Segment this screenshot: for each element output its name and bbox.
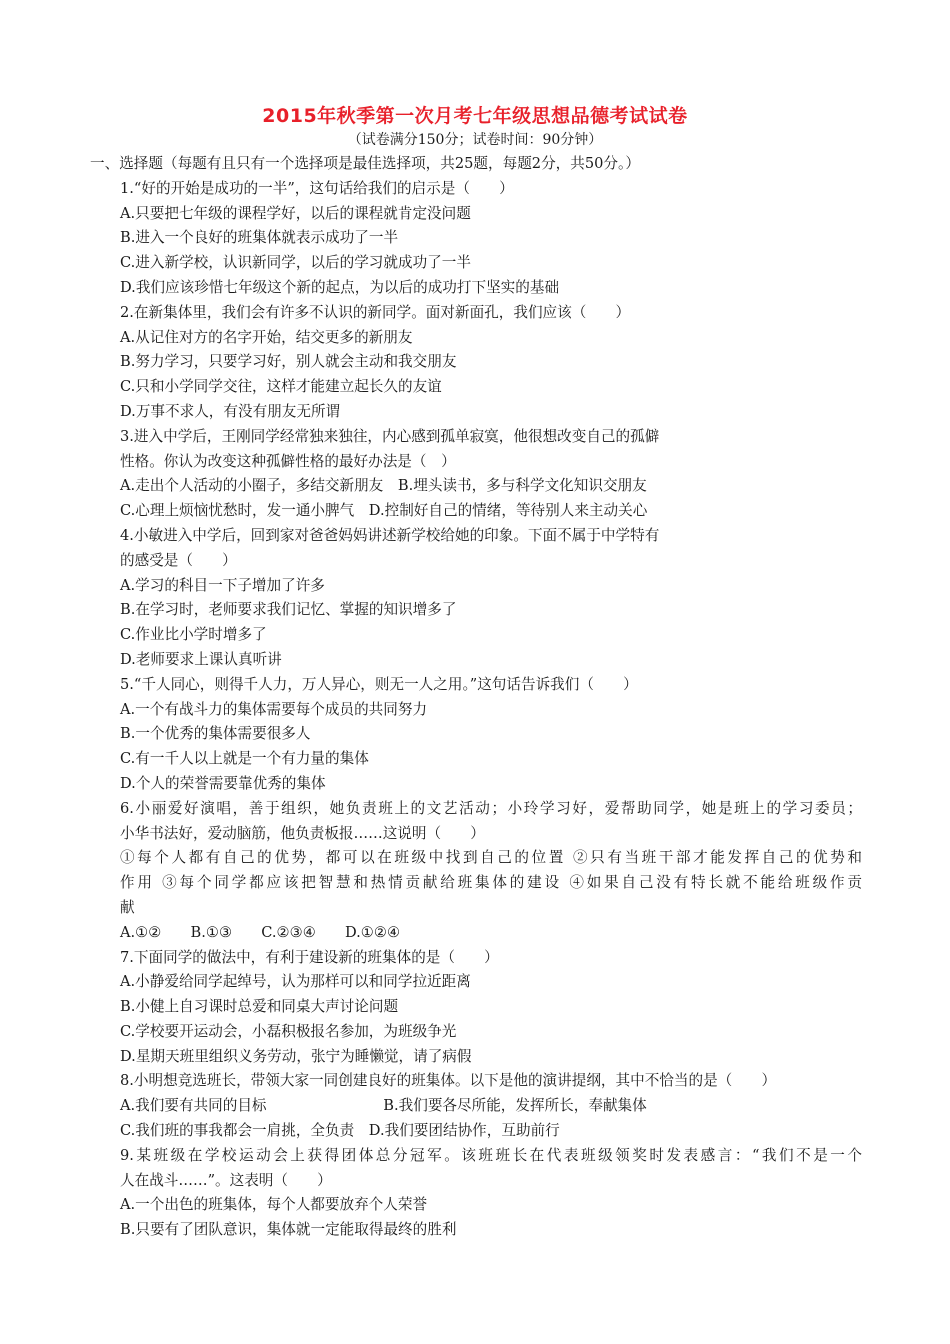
exam-title: 2015年秋季第一次月考七年级思想品德考试试卷: [262, 105, 688, 127]
option-line: D.星期天班里组织义务劳动，张宁为睡懒觉，请了病假: [120, 1047, 472, 1065]
option-line: A.我们要有共同的目标 B.我们要各尽所能，发挥所长，奉献集体: [120, 1097, 647, 1115]
option-line: D.老师要求上课认真听讲: [120, 650, 282, 668]
option-line: A.学习的科目一下子增加了许多: [120, 576, 325, 594]
question-line: 1.“好的开始是成功的一半”，这句话给我们的启示是（ ）: [120, 179, 514, 197]
option-line: C.只和小学同学交往，这样才能建立起长久的友谊: [120, 378, 442, 396]
option-line: B.只要有了团队意识，集体就一定能取得最终的胜利: [120, 1221, 457, 1239]
question-line: 小华书法好，爱动脑筋，他负责板报……这说明（ ）: [120, 824, 485, 842]
question-line: 9.某班级在学校运动会上获得团体总分冠军。该班班长在代表班级领奖时发表感言：“我们不是一个: [120, 1146, 862, 1164]
statement-line: 献: [120, 898, 135, 916]
option-line: A.①② B.①③ C.②③④ D.①②④: [120, 923, 401, 941]
option-line: A.只要把七年级的课程学好，以后的课程就肯定没问题: [120, 204, 471, 222]
section-heading: 一、选择题（每题有且只有一个选择项是最佳选择项，共25题，每题2分，共50分。）: [90, 155, 640, 172]
option-line: B.努力学习，只要学习好，别人就会主动和我交朋友: [120, 353, 457, 371]
option-line: A.一个出色的班集体，每个人都要放弃个人荣誉: [120, 1196, 428, 1214]
option-line: A.一个有战斗力的集体需要每个成员的共同努力: [120, 700, 428, 718]
question-line: 性格。你认为改变这种孤僻性格的最好办法是（ ）: [120, 452, 456, 470]
question-line: 的感受是（ ）: [120, 551, 237, 569]
option-line: C.有一千人以上就是一个有力量的集体: [120, 750, 369, 768]
option-line: B.在学习时，老师要求我们记忆、掌握的知识增多了: [120, 601, 457, 619]
option-line: C.心理上烦恼忧愁时，发一通小脾气 D.控制好自己的情绪，等待别人来主动关心: [120, 502, 648, 520]
option-line: A.小静爱给同学起绰号，认为那样可以和同学拉近距离: [120, 973, 471, 991]
option-line: B.一个优秀的集体需要很多人: [120, 725, 311, 743]
question-line: 5.“千人同心，则得千人力，万人异心，则无一人之用。”这句话告诉我们（ ）: [120, 675, 638, 693]
question-line: 3.进入中学后，王刚同学经常独来独往，内心感到孤单寂寞，他很想改变自己的孤僻: [120, 427, 660, 445]
option-line: C.学校要开运动会，小磊积极报名参加，为班级争光: [120, 1022, 457, 1040]
option-line: C.作业比小学时增多了: [120, 626, 267, 644]
question-line: 7.下面同学的做法中，有利于建设新的班集体的是（ ）: [120, 948, 499, 966]
option-line: A.从记住对方的名字开始，结交更多的新朋友: [120, 328, 413, 346]
option-line: C.进入新学校，认识新同学，以后的学习就成功了一半: [120, 254, 471, 272]
option-line: D.个人的荣誉需要靠优秀的集体: [120, 774, 326, 792]
option-line: B.小健上自习课时总爱和同桌大声讨论问题: [120, 998, 399, 1016]
statement-line: 作用 ③每个同学都应该把智慧和热情贡献给班集体的建设 ④如果自己没有特长就不能给班级作贡: [120, 874, 862, 892]
question-line: 6.小丽爱好演唱，善于组织，她负责班上的文艺活动；小玲学习好，爱帮助同学，她是班上的学习委员；: [120, 799, 862, 817]
exam-body: [0, 152, 950, 1243]
option-line: A.走出个人活动的小圈子，多结交新朋友 B.埋头读书，多与科学文化知识交朋友: [120, 477, 647, 495]
question-line: 8.小明想竞选班长，带领大家一同创建良好的班集体。以下是他的演讲提纲，其中不恰当的是（ ）: [120, 1072, 777, 1090]
question-line: 4.小敏进入中学后，回到家对爸爸妈妈讲述新学校给她的印象。下面不属于中学特有: [120, 526, 660, 544]
option-line: D.万事不求人，有没有朋友无所谓: [120, 402, 341, 420]
question-line: 人在战斗……”。这表明（ ）: [120, 1171, 332, 1189]
statement-line: ①每个人都有自己的优势，都可以在班级中找到自己的位置 ②只有当班干部才能发挥自己的优势和: [120, 849, 862, 867]
exam-subtitle: （试卷满分150分；试卷时间：90分钟）: [347, 132, 603, 148]
option-line: C.我们班的事我都会一肩挑，全负责 D.我们要团结协作，互助前行: [120, 1122, 560, 1140]
question-line: 2.在新集体里，我们会有许多不认识的新同学。面对新面孔，我们应该（ ）: [120, 303, 631, 321]
option-line: B.进入一个良好的班集体就表示成功了一半: [120, 229, 399, 247]
option-line: D.我们应该珍惜七年级这个新的起点，为以后的成功打下坚实的基础: [120, 278, 560, 296]
